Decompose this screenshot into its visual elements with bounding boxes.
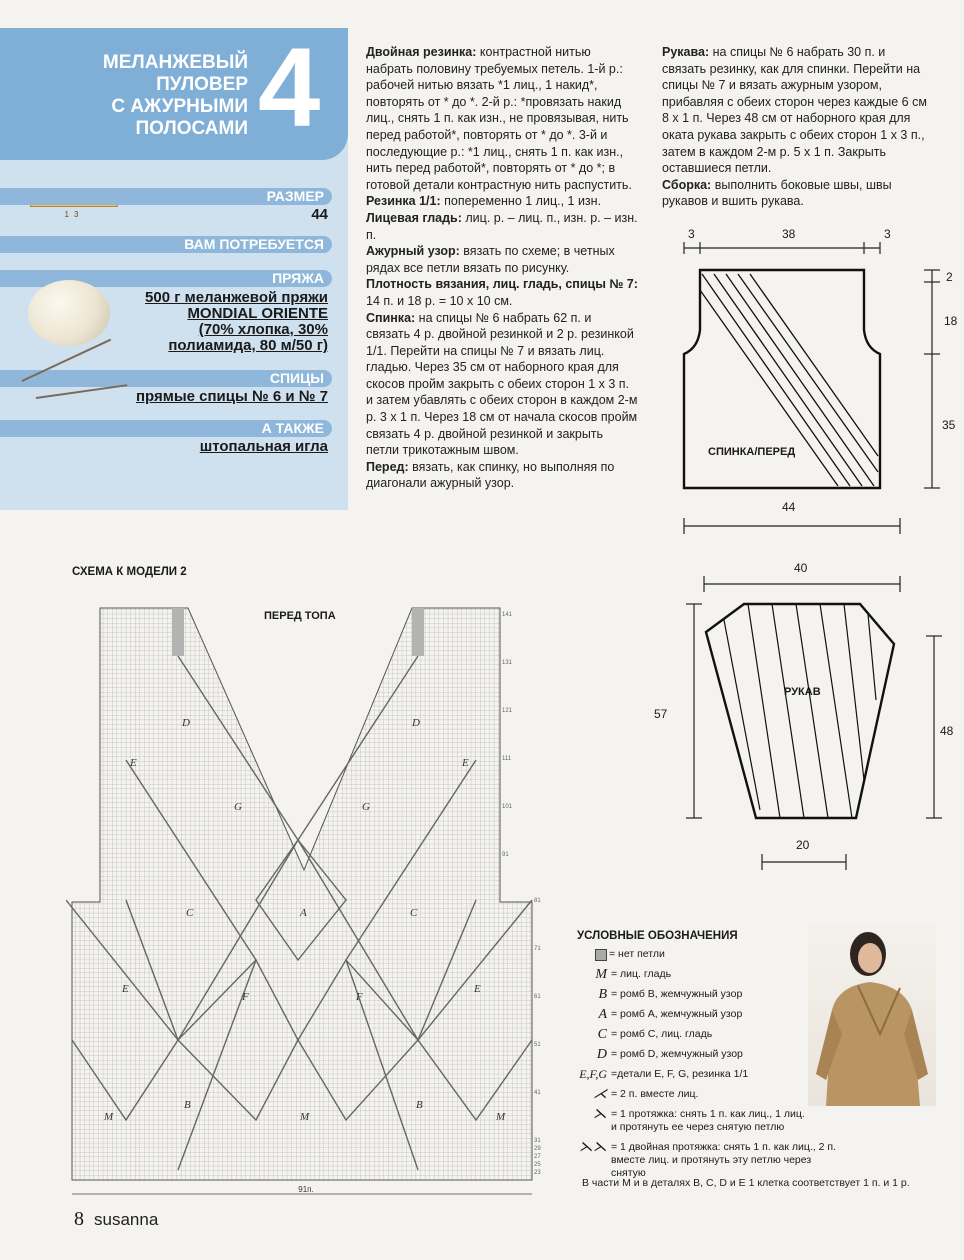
back-front-pattern-diagram [660,220,964,540]
chart-row-number: 71 [534,946,541,952]
legend-symbol: E,F,G [579,1067,607,1081]
instruction-paragraph [366,193,638,210]
legend-text: = ромб A, жемчужный узор [611,1008,743,1020]
legend-symbol: A [598,1007,607,1022]
dim-label: 48 [940,724,954,738]
legend [577,930,837,1187]
instruction-text: лиц. р. – лиц. п., изн. р. – изн. п. [366,210,638,242]
sleeve-label: РУКАВ [784,686,821,698]
legend-text: = ромб D, жемчужный узор [611,1048,743,1060]
instruction-paragraph [662,44,932,177]
yarn-line: полиамида, 80 м/50 г) [168,337,328,354]
chart-row-number: 27 [534,1154,541,1160]
chart-section-title: СХЕМА К МОДЕЛИ 2 [72,566,187,578]
legend-symbol: ⋌ [593,1087,607,1102]
chart-letter: E [474,983,481,995]
instruction-head: Лицевая гладь: [366,210,462,225]
chart-letter: C [410,907,418,919]
instruction-paragraph [366,310,638,459]
dim-label: 3 [688,227,695,241]
instruction-head: Рукава: [662,45,710,59]
chart-letter: G [234,801,242,813]
chart-row-number: 51 [534,1042,541,1048]
back-front-label: СПИНКА/ПЕРЕД [708,446,796,458]
also-value: штопальная игла [199,438,328,455]
chart-letter: B [416,1099,423,1111]
legend-title: УСЛОВНЫЕ ОБОЗНАЧЕНИЯ [577,930,738,942]
chart-letter: A [300,907,307,919]
needles-value: прямые спицы № 6 и № 7 [135,388,328,405]
chart-title: ПЕРЕД ТОПА [264,610,336,622]
instruction-paragraph [366,276,638,309]
chart-letter: M [496,1111,506,1123]
chart-letter: E [462,757,469,769]
brand-name: susanna [94,1210,159,1229]
chart-letter: E [122,983,129,995]
yarn-heading: ПРЯЖА [0,270,332,287]
dim-label: 38 [782,227,796,241]
dim-label: 3 [884,227,891,241]
instructions-column-1 [366,44,638,492]
legend-item [577,1141,837,1180]
chart-letter: C [186,907,194,919]
need-heading: ВАМ ПОТРЕБУЕТСЯ [0,236,332,253]
chart-row-number: 61 [534,994,541,1000]
chart-letter: F [242,991,249,1003]
instruction-text: вязать по схеме; в четных рядах все петли вязать по рисунку. [366,244,615,275]
chart-letter: D [412,717,420,729]
chart-row-number: 101 [502,804,513,810]
legend-item [577,1048,837,1061]
legend-text: = лиц. гладь [611,968,672,980]
instruction-text: вязать, как спинку, но выполняя по диагонали ажурный узор. [366,459,615,491]
legend-item [577,1008,837,1021]
page-number: 8 [74,1208,84,1230]
title-line: ПУЛОВЕР [156,74,248,95]
model-title [60,52,248,140]
legend-item [577,1028,837,1041]
instruction-paragraph [662,177,932,210]
yarn-line: MONDIAL ORIENTE [187,305,328,322]
legend-symbol: C [597,1027,607,1042]
chart-letter: D [182,717,190,729]
legend-symbol: M [595,967,607,982]
chart-letter: F [356,991,363,1003]
chart-row-number: 131 [502,660,513,666]
instructions-column-2 [662,44,932,210]
dim-label: 18 [944,314,958,328]
dim-label: 35 [942,418,956,432]
legend-text: = ромб B, жемчужный узор [611,988,743,1000]
instruction-text: попеременно 1 лиц., 1 изн. [440,194,602,209]
title-line: МЕЛАНЖЕВЫЙ [102,52,248,73]
instruction-head: Перед: [366,459,409,474]
instruction-text: 14 п. и 18 р. = 10 х 10 см. [366,293,513,308]
chart-letter: G [362,801,370,813]
no-stitch-swatch [595,949,607,961]
legend-text: = 2 п. вместе лиц. [611,1088,699,1100]
chart-row-number: 31 [534,1138,541,1144]
instruction-head: Двойная резинка: [366,45,477,59]
chart-row-number: 41 [534,1090,541,1096]
instruction-text: на спицы № 6 набрать 62 п. и связать 4 р. двойной резинкой и 2 р. резинкой 1/1. Перейти на спицы № 7 и вязать лиц. гладью. Через 35 см от наборного края для скосов пройм закрыть с обеих сторон 1 х 3 п. и затем убавлять с обеих сторон в каждом 2-м р. 3 х 1 п. Через 18 см от начала скосов пройм связать 4 р. двойной резинкой и закрыть петли трикотажным швом. [366,310,638,458]
dim-label: 57 [654,707,668,721]
instruction-head: Плотность вязания, лиц. гладь, спицы № 7: [366,277,638,292]
instruction-head: Спинка: [366,310,416,325]
model-photo [808,924,936,1106]
instruction-head: Сборка: [662,177,712,192]
legend-symbol: ⋋⋋ [579,1140,607,1155]
legend-symbol: B [598,987,607,1002]
yarn-ball-icon [28,280,110,346]
instruction-paragraph [366,243,638,276]
legend-item [577,988,837,1001]
legend-item [577,968,837,981]
legend-text: = 1 протяжка: снять 1 п. как лиц., 1 лиц. и протянуть ее через снятую петлю [611,1108,805,1133]
dim-label: 2 [946,270,953,284]
chart-letter: M [300,1111,310,1123]
legend-item [577,1088,837,1101]
chart-letter: M [104,1111,114,1123]
title-line: С АЖУРНЫМИ [111,96,248,117]
chart-row-number: 91 [502,852,509,858]
chart-row-number: 141 [502,612,513,618]
chart-row-number: 23 [534,1170,541,1176]
measuring-tape-icon: 13 [30,193,118,207]
dim-label: 44 [782,500,796,514]
instruction-text: на спицы № 6 набрать 30 п. и связать резинку, как для спинки. Перейти на спицы № 7 и вязать ажурным узором, прибавляя с обеих сторон через каждые 6 см 8 х 1 п. Через 48 см от наборного края для оката рукава закрыть с обеих сторон 1 х 3 п., затем в каждом 2-м р. 5 х 1 п. Закрыть оставшиеся петли. [662,45,927,176]
yarn-line: 500 г меланжевой пряжи [145,289,328,306]
instruction-head: Ажурный узор: [366,244,460,259]
chart-row-number: 111 [502,756,512,762]
chart-row-number: 121 [502,708,513,714]
chart-row-number: 25 [534,1162,541,1168]
instruction-paragraph [366,210,638,243]
legend-item [577,1068,837,1081]
legend-symbol: ⋋ [593,1107,607,1122]
legend-text: = ромб C, лиц. гладь [611,1028,713,1040]
instruction-text: контрастной нитью набрать половину требуемых петель. 1-й р.: рабочей нитью вязать *1 лиц., 1 накид*, повторять от * до *. 2-й р.: *провязать накид лиц., снять 1 п. как изн., не провязывая, нить перед работой*, повторять от * до *. 3-й и последующие р.: *1 лиц., снять 1 п. как изн., нить перед работой*, повторять от * до *; в готовой детали контрастную нить распустить. [366,45,632,192]
also-heading: А ТАКЖЕ [0,420,332,437]
dim-label: 40 [794,561,808,575]
size-heading: РАЗМЕР [0,188,332,205]
legend-text: =детали E, F, G, резинка 1/1 [611,1068,749,1080]
legend-text: = нет петли [609,948,665,960]
legend-item [577,948,837,961]
legend-note: В части M и в деталях B, C, D и E 1 клетка соответствует 1 п. и 1 р. [582,1177,910,1189]
chart-width-label: 91п. [298,1185,314,1194]
instruction-text: выполнить боковые швы, швы рукавов и вшить рукава. [662,177,892,209]
instruction-paragraph [366,459,638,492]
model-number: 4 [258,25,321,150]
chart-letter: B [184,1099,191,1111]
size-value: 44 [311,206,328,223]
needles-heading: СПИЦЫ [0,370,332,387]
instruction-paragraph [366,44,638,193]
instruction-head: Резинка 1/1: [366,194,441,209]
sleeve-pattern-diagram [660,570,964,880]
chart-row-number: 29 [534,1146,541,1152]
knitting-chart [66,600,556,1205]
chart-row-number: 81 [534,898,541,904]
title-line: ПОЛОСАМИ [135,118,248,139]
legend-item [577,1108,837,1134]
legend-symbol: D [596,1047,607,1062]
chart-letter: E [130,757,137,769]
dim-label: 20 [796,838,810,852]
legend-text: = 1 двойная протяжка: снять 1 п. как лиц., 2 п. вместе лиц. и протянуть эту петлю через снятую [611,1141,836,1179]
model-photo-illustration [808,924,936,1106]
yarn-line: (70% хлопка, 30% [198,321,328,338]
